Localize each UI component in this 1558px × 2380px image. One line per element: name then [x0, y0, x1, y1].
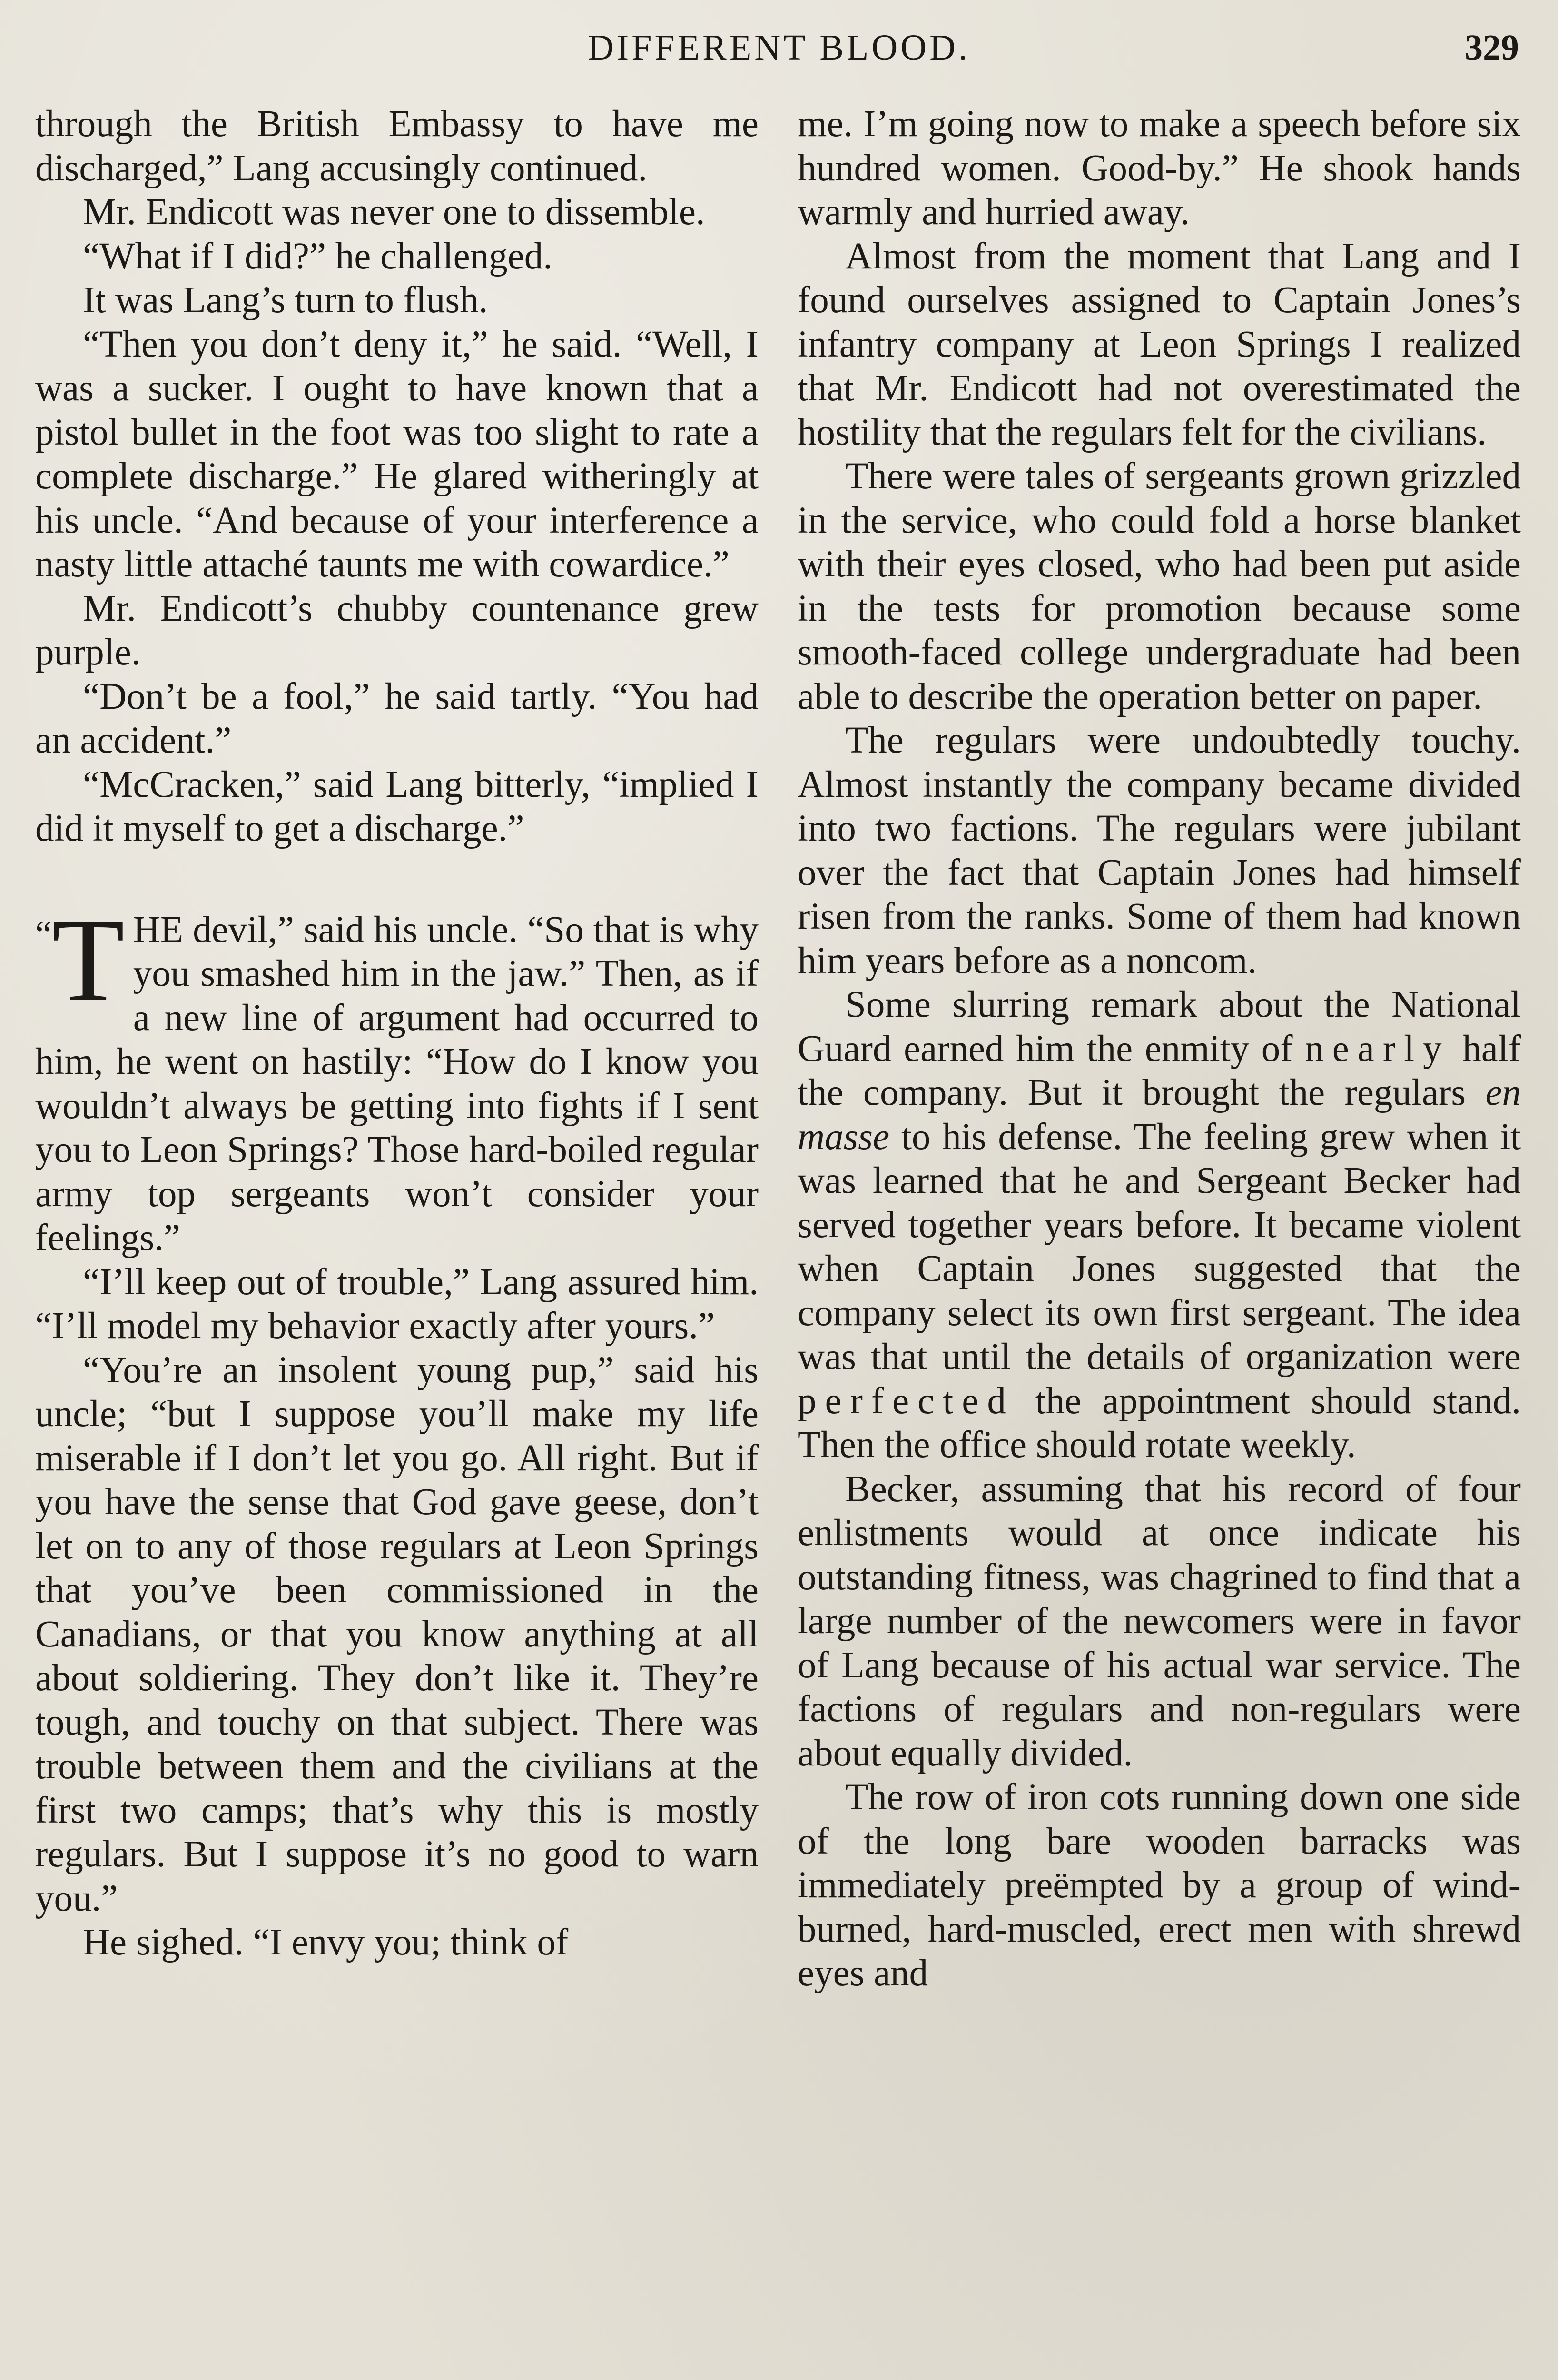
paragraph: It was Lang’s turn to flush.	[83, 279, 488, 321]
drop-cap-letter: T	[52, 894, 125, 1026]
running-head	[0, 19, 1558, 76]
letterspaced-word: nearly	[1305, 1028, 1450, 1070]
paragraph: The row of iron cots running down one side of the long bare wooden barracks was immediately preëmpted by a group of wind-burned, hard-muscled, erect men with shrewd eyes and	[798, 1776, 1521, 1994]
paragraph: “What if I did?” he challenged.	[83, 235, 552, 277]
section-opening-paragraph	[35, 894, 759, 1260]
text-run: to his defense. The feeling grew when it was learned that he and Sergeant Becker had served together years before. It became violent when Captain Jones suggested that the company select its own first sergeant. The idea was that until the details of organization were	[798, 1116, 1521, 1378]
text-run: the appointment should stand. Then the office should rotate weekly.	[798, 1380, 1521, 1466]
opening-quote-mark: “	[35, 913, 52, 955]
paragraph: Mr. Endicott’s chubby countenance grew purple.	[35, 587, 759, 673]
paragraph: He sighed. “I envy you; think of	[83, 1922, 569, 1963]
paragraph: me. I’m going now to make a speech before six hundred women. Good-by.” He shook hands warmly and hurried away.	[798, 103, 1521, 233]
italic-phrase: en masse	[798, 1072, 1521, 1158]
paragraph: “You’re an insolent young pup,” said his uncle; “but I suppose you’ll make my life miserable if I don’t let you go. All right. But if you have the sense that God gave geese, don’t let on to any of those regulars at Leon Springs that you’ve been commissioned in the Canadians, or that you know anything at all about soldiering. They don’t like it. They’re tough, and touchy on that subject. There was trouble between them and the civilians at the first two camps; that’s why this is mostly regulars. But I suppose it’s no good to warn you.”	[35, 1349, 759, 1919]
text-run: half the company. But it brought the regulars	[798, 1028, 1521, 1113]
running-title: DIFFERENT BLOOD.	[588, 28, 970, 68]
left-column	[35, 102, 759, 1965]
right-column	[798, 102, 1521, 1996]
paragraph: “Don’t be a fool,” he said tartly. “You had an accident.”	[35, 675, 759, 761]
paragraph: “Then you don’t deny it,” he said. “Well, I was a sucker. I ought to have known that a pistol bullet in the foot was too slight to rate a complete discharge.” He glared witheringly at his uncle. “And because of your interference a nasty little attaché taunts me with cowardice.”	[35, 323, 759, 585]
paragraph: Becker, assuming that his record of four enlistments would at once indicate his outstanding fitness, was chagrined to find that a large number of the newcomers were in favor of Lang because of his actual war service. The factions of regulars and non-regulars were about equally divided.	[798, 1468, 1521, 1774]
paragraph	[798, 983, 1521, 1468]
letterspaced-word: perfected	[798, 1380, 1015, 1422]
paragraph: There were tales of sergeants grown grizzled in the service, who could fold a horse blanket with their eyes closed, who had been put aside in the tests for promotion because some smooth-faced college undergraduate had been able to describe the operation better on paper.	[798, 456, 1521, 717]
text-run: Some slurring remark about the National Guard earned him the enmity of	[798, 984, 1521, 1070]
paragraph: The regulars were undoubtedly touchy. Almost instantly the company became divided into two factions. The regulars were jubilant over the fact that Captain Jones had himself risen from the ranks. Some of them had known him years before as a noncom.	[798, 720, 1521, 982]
section-opening-text: HE devil,” said his uncle. “So that is why you smashed him in the jaw.” Then, as if a new line of argument had occurred to him, he went on hastily: “How do I know you wouldn’t always be getting into fights if I sent you to Leon Springs? Those hard-boiled regular army top sergeants won’t consider your feelings.”	[35, 909, 759, 1259]
paragraph: through the British Embassy to have me discharged,” Lang accusingly continued.	[35, 103, 759, 189]
paragraph: “McCracken,” said Lang bitterly, “implied I did it myself to get a discharge.”	[35, 764, 759, 849]
paragraph: Mr. Endicott was never one to dissemble.	[83, 191, 705, 233]
paragraph: Almost from the moment that Lang and I found ourselves assigned to Captain Jones’s infantry company at Leon Springs I realized that Mr. Endicott had not overestimated the hostility that the regulars felt for the civilians.	[798, 235, 1521, 453]
page-number: 329	[1465, 28, 1519, 68]
paragraph: “I’ll keep out of trouble,” Lang assured him. “I’ll model my behavior exactly after yours.”	[35, 1261, 759, 1347]
